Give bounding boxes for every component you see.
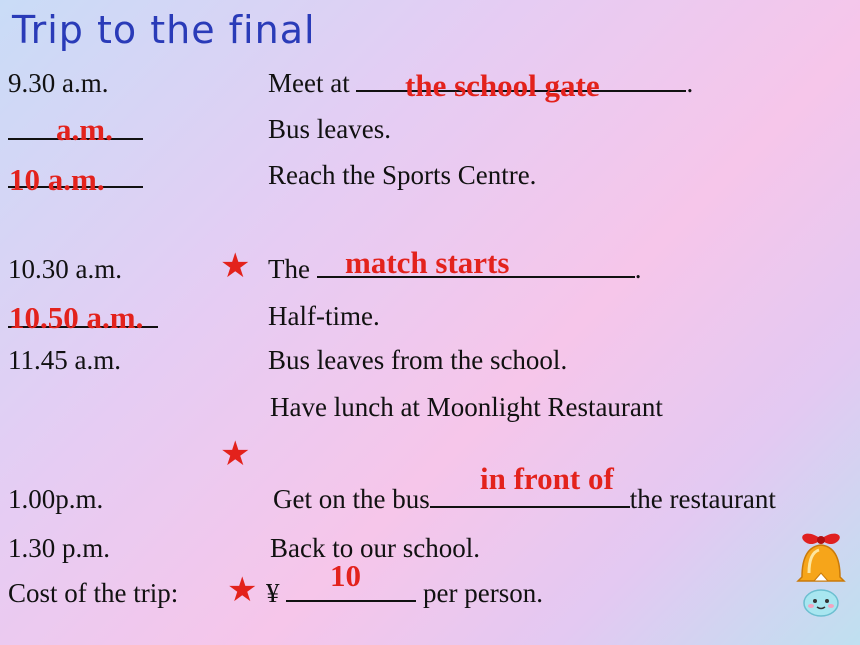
time-label: 10.30 a.m. — [8, 254, 122, 284]
answer-blank — [430, 505, 630, 508]
row-text: Have lunch at Moonlight Restaurant — [270, 392, 663, 422]
bell-mascot-icon — [790, 525, 852, 620]
time-label: 9.30 a.m. — [8, 68, 109, 98]
answer-text: a.m. — [56, 112, 113, 147]
row-suffix: . — [634, 254, 642, 284]
answer-text: 10 a.m. — [9, 162, 105, 197]
row-prefix: Get on the bus — [273, 484, 430, 514]
row-text: Back to our school. — [270, 533, 480, 563]
time-label: 1.00p.m. — [8, 484, 104, 514]
cost-label: Cost of the trip: — [8, 578, 179, 608]
answer-text: the school gate — [405, 68, 600, 103]
star-icon: ★ — [220, 434, 251, 474]
row-text — [266, 580, 543, 607]
answer-blank — [286, 599, 416, 602]
page-title: Trip to the final — [12, 8, 316, 52]
star-icon: ★ — [227, 570, 258, 610]
row-prefix: The — [268, 254, 317, 284]
star-icon: ★ — [220, 246, 251, 286]
answer-text: 10 — [330, 558, 361, 593]
row-suffix: the restaurant — [629, 484, 776, 514]
row-text: Half-time. — [268, 301, 380, 331]
answer-text: 10.50 a.m. — [9, 300, 144, 335]
time-label: 1.30 p.m. — [8, 533, 111, 563]
answer-text: in front of — [480, 461, 614, 496]
row-text: Reach the Sports Centre. — [268, 160, 537, 190]
row-suffix: per person. — [416, 578, 543, 608]
row-text: Bus leaves. — [268, 114, 391, 144]
time-label: 11.45 a.m. — [8, 345, 121, 375]
row-prefix: Meet at — [268, 68, 357, 98]
row-text: Bus leaves from the school. — [268, 345, 568, 375]
answer-text: match starts — [345, 245, 510, 280]
row-suffix: . — [686, 68, 694, 98]
currency-symbol: ¥ — [266, 578, 280, 608]
